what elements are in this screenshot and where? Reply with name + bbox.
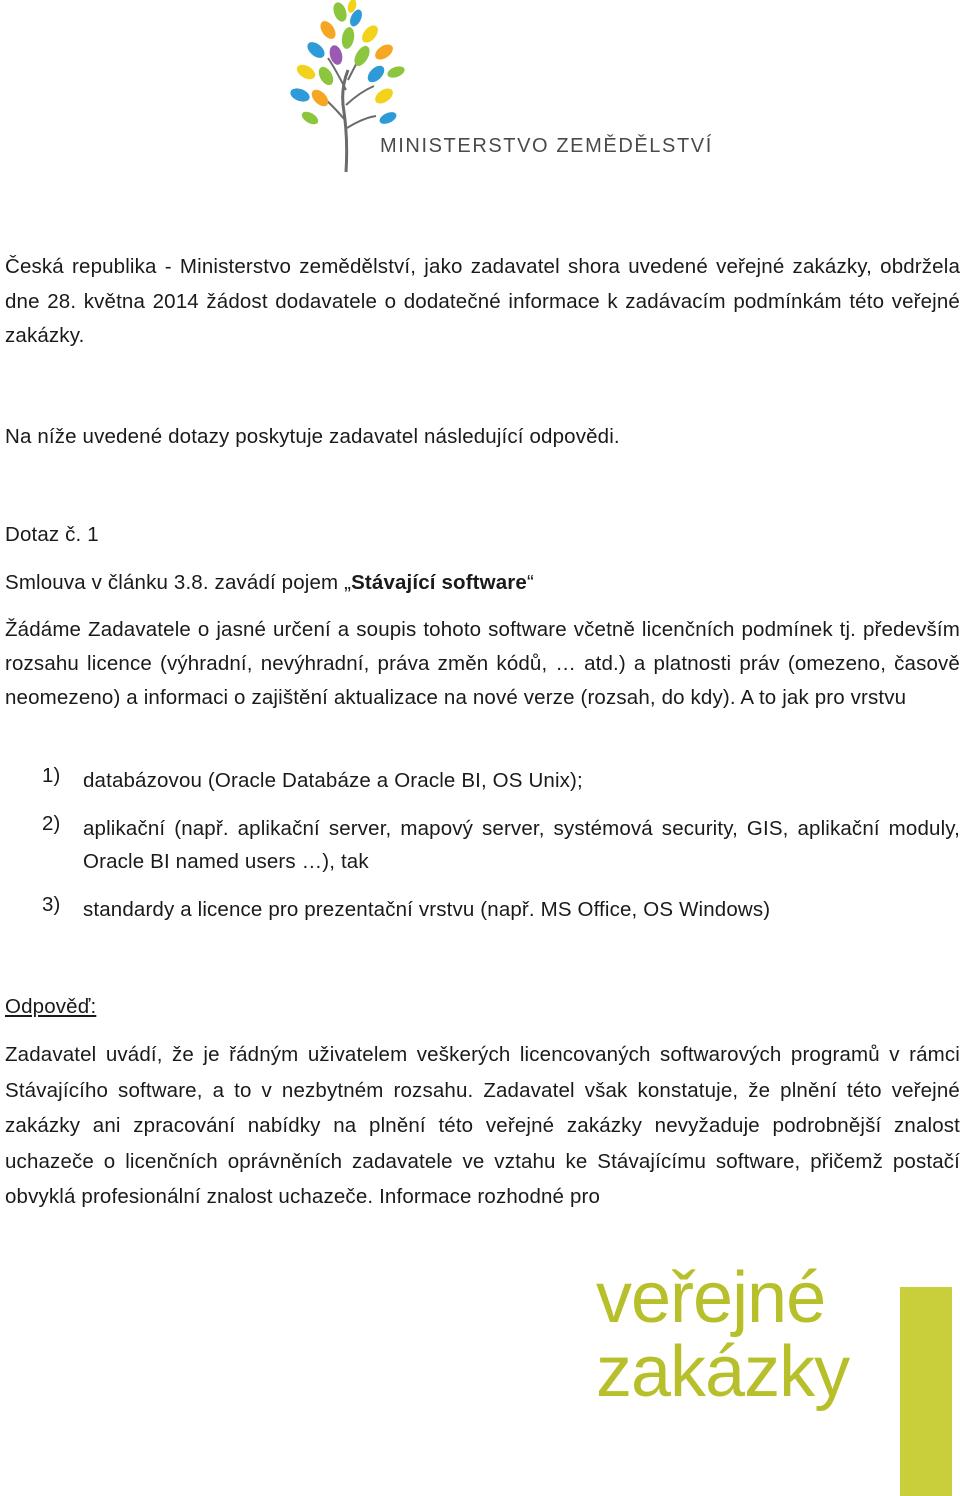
question-request: Žádáme Zadavatele o jasné určení a soupis tohoto software včetně licenčních podmínek tj. především rozsahu licence (výhradní, nevýhradní, práva změn kódů, … atd.) a platnosti práv (omezeno, časově neomezeno) a informaci o zajištění aktualizace na nové verze (rozsah, do kdy). A to jak pro vrstvu bbox=[5, 618, 960, 709]
contract-prefix: Smlouva v článku 3.8. zavádí pojem „ bbox=[5, 571, 352, 594]
contract-article bbox=[5, 566, 960, 600]
logo-bar bbox=[900, 1287, 952, 1496]
list-item-number: 3) bbox=[42, 893, 61, 916]
list-item bbox=[42, 764, 960, 797]
list-item bbox=[42, 893, 960, 926]
ministry-logo bbox=[288, 0, 713, 185]
list-item bbox=[42, 812, 960, 878]
list-item-number: 2) bbox=[42, 812, 61, 835]
contract-term: Stávající software bbox=[351, 571, 527, 594]
logo-line-2: zakázky bbox=[596, 1332, 850, 1412]
question-title: Dotaz č. 1 bbox=[5, 523, 99, 546]
logo-line-1: veřejné bbox=[596, 1258, 826, 1338]
ministry-logo-text: MINISTERSTVO ZEMĚDĚLSTVÍ bbox=[380, 135, 713, 157]
list-item-text: standardy a licence pro prezentační vrstvu (např. MS Office, OS Windows) bbox=[83, 898, 771, 921]
verejne-zakazky-logo bbox=[596, 1258, 960, 1496]
answer-label: Odpověď: bbox=[5, 995, 97, 1018]
list-item-number: 1) bbox=[42, 764, 61, 787]
list-item-text: databázovou (Oracle Databáze a Oracle BI, OS Unix); bbox=[83, 769, 583, 792]
contract-suffix: “ bbox=[526, 571, 534, 594]
answers-intro: Na níže uvedené dotazy poskytuje zadavatel následující odpovědi. bbox=[5, 425, 620, 448]
answer-text: Zadavatel uvádí, že je řádným uživatelem veškerých licencovaných softwarových programů v rámci Stávajícího software, a to v nezbytném rozsahu. Zadavatel však konstatuje, že plnění této veřejné zakázky ani zpracování nabídky na plnění této veřejné zakázky nevyžaduje podrobnější znalost uchazeče o licenčních oprávněních zadavatele ve vztahu ke Stávajícímu software, přičemž postačí obvyklá profesionální znalost uchazeče. Informace rozhodné pro bbox=[5, 1043, 960, 1209]
intro-paragraph: Česká republika - Ministerstvo zemědělství, jako zadavatel shora uvedené veřejné zakázky, obdržela dne 28. května 2014 žádost dodavatele o dodatečné informace k zadávacím podmínkám této veřejné zakázky. bbox=[5, 255, 960, 347]
list-item-text: aplikační (např. aplikační server, mapový server, systémová security, GIS, aplikační moduly, Oracle BI named users …), tak bbox=[83, 817, 960, 873]
